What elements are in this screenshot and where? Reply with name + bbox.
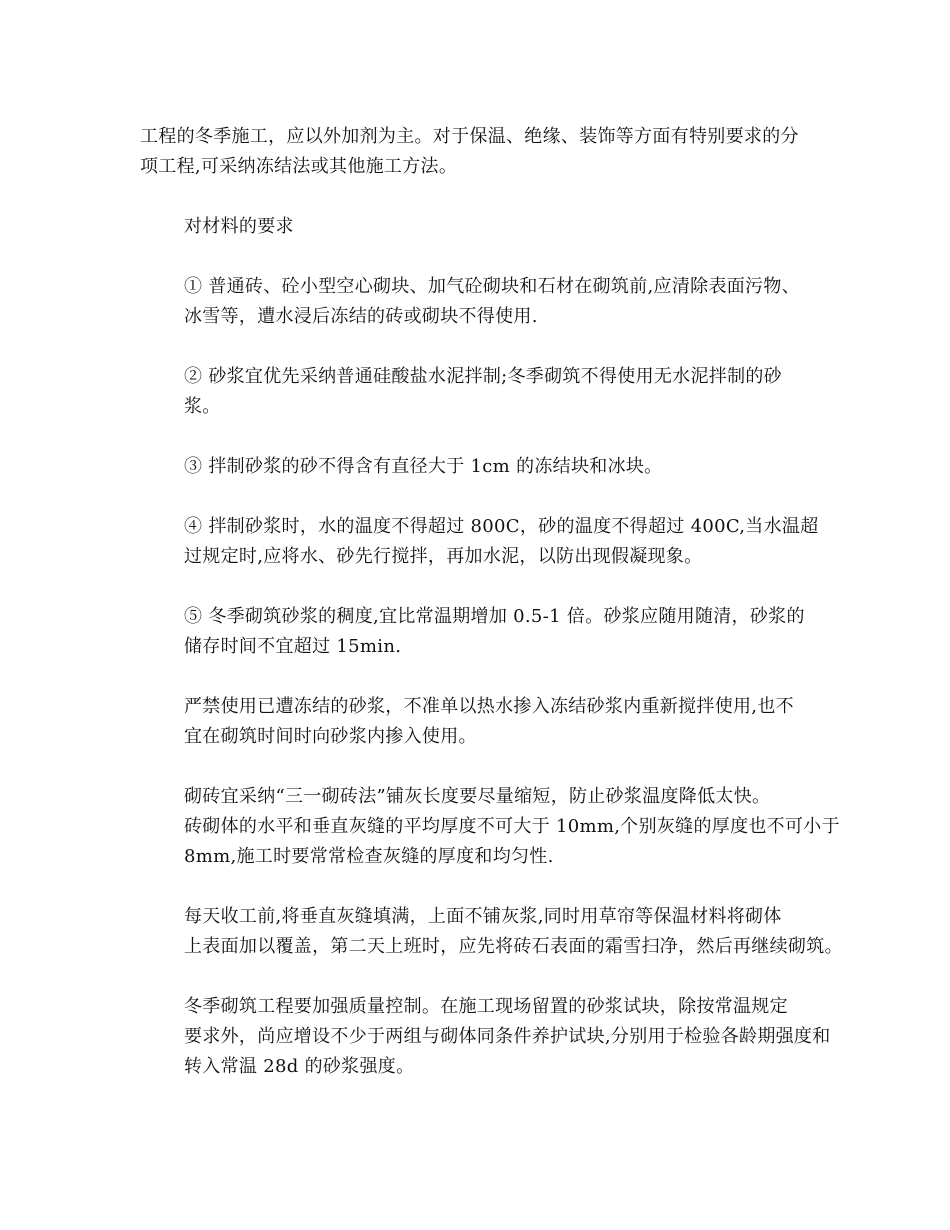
document-body xyxy=(140,122,843,1112)
text-line: ③ 拌制砂浆的砂不得含有直径大于 1cm 的冻结块和冰块。 xyxy=(184,456,663,477)
text-line: 砌砖宜采纳“三一砌砖法”铺灰长度要尽量缩短，防止砂浆温度降低太快。 xyxy=(184,786,771,807)
paragraph xyxy=(140,512,819,572)
paragraph xyxy=(140,692,812,752)
paragraph xyxy=(140,782,840,872)
text-line: 工程的冬季施工，应以外加剂为主。对于保温、绝缘、装饰等方面有特别要求的分 xyxy=(140,126,799,147)
paragraph xyxy=(140,452,812,482)
text-line: 浆。 xyxy=(184,396,221,417)
text-line: 8mm,施工时要常常检查灰缝的厚度和均匀性. xyxy=(184,846,554,867)
text-line: 严禁使用已遭冻结的砂浆，不准单以热水掺入冻结砂浆内重新搅拌使用,也不 xyxy=(184,696,794,717)
paragraph xyxy=(140,362,812,422)
text-line: 过规定时,应将水、砂先行搅拌，再加水泥，以防出现假凝现象。 xyxy=(184,546,703,567)
text-line: 对材料的要求 xyxy=(184,216,294,237)
text-line: 要求外，尚应增设不少于两组与砌体同条件养护试块,分别用于检验各龄期强度和 xyxy=(184,1026,831,1047)
text-line: 转入常温 28d 的砂浆强度。 xyxy=(184,1056,415,1077)
paragraph xyxy=(140,902,843,962)
text-line: ④ 拌制砂浆时，水的温度不得超过 800C，砂的温度不得超过 400C,当水温超 xyxy=(184,516,819,537)
paragraph xyxy=(140,602,812,662)
paragraph xyxy=(140,272,812,332)
paragraph xyxy=(140,122,812,182)
text-line: 砖砌体的水平和垂直灰缝的平均厚度不可大于 10mm,个别灰缝的厚度也不可小于 xyxy=(184,816,840,837)
text-line: 冬季砌筑工程要加强质量控制。在施工现场留置的砂浆试块，除按常温规定 xyxy=(184,996,788,1017)
paragraph xyxy=(140,212,812,242)
text-line: ② 砂浆宜优先采纳普通硅酸盐水泥拌制;冬季砌筑不得使用无水泥拌制的砂 xyxy=(184,366,782,387)
text-line: ① 普通砖、砼小型空心砌块、加气砼砌块和石材在砌筑前,应清除表面污物、 xyxy=(184,276,800,297)
text-line: 冰雪等，遭水浸后冻结的砖或砌块不得使用. xyxy=(184,306,538,327)
text-line: 上表面加以覆盖，第二天上班时，应先将砖石表面的霜雪扫净，然后再继续砌筑。 xyxy=(184,936,843,957)
text-line: 每天收工前,将垂直灰缝填满，上面不铺灰浆,同时用草帘等保温材料将砌体 xyxy=(184,906,782,927)
paragraph xyxy=(140,992,831,1082)
text-line: 项工程,可采纳冻结法或其他施工方法。 xyxy=(140,156,458,177)
text-line: 储存时间不宜超过 15min. xyxy=(184,636,402,657)
text-line: 宜在砌筑时间时向砂浆内掺入使用。 xyxy=(184,726,477,747)
text-line: ⑤ 冬季砌筑砂浆的稠度,宜比常温期增加 0.5-1 倍。砂浆应随用随清，砂浆的 xyxy=(184,606,805,627)
